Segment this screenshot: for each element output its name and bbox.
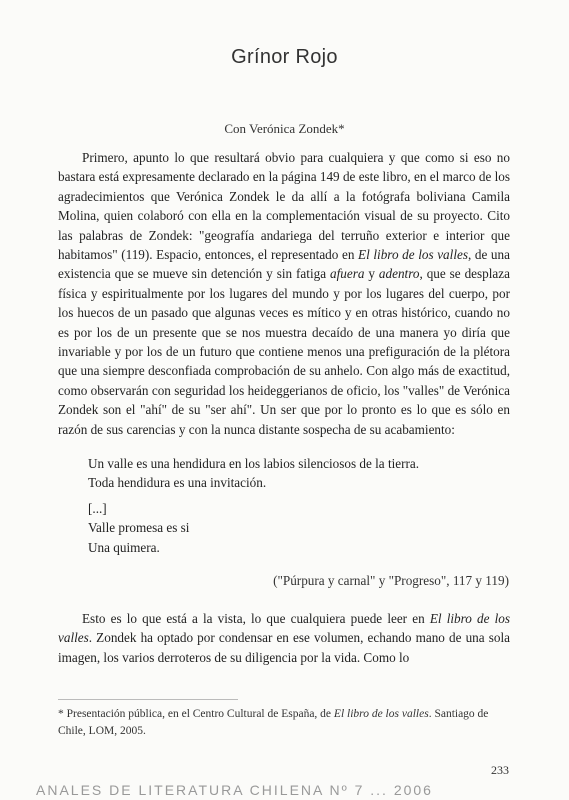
archive-stamp: ANALES DE LITERATURA CHILENA Nº 7 ... 2006 — [36, 782, 433, 798]
page-number: 233 — [491, 763, 509, 777]
poem-quote — [88, 454, 508, 557]
paragraph-text: , que se desplaza física y espiritualmente por los lugares del mundo y por los lugares del cuerpo, por los huecos de un pasado que algunas veces es mítico y en otras histórico, cuando no es por los de un presente que se nos muestra decaído de una manera yo diría que invariable y por los de un futuro que contiene menos una prefiguración de la plétora que una siempre desconfiada comprobación de su anhelo. Con algo más de exactitud, como observarán con seguridad los heideggerianos de oficio, los "valles" de Verónica Zondek son el "ahí" de su "ser ahí". Un ser que por lo pronto es lo que es sólo en razón de sus carencias y con la nunca distante sospecha de su acabamiento: — [58, 266, 510, 437]
book-title-italic: El libro de los valles — [358, 247, 468, 263]
poem-line: Valle promesa es si — [88, 520, 190, 536]
footnote — [58, 706, 510, 740]
second-paragraph — [58, 609, 510, 667]
footnote-text: * Presentación pública, en el Centro Cultural de España, de — [58, 708, 334, 720]
main-paragraph — [58, 148, 510, 439]
paragraph-text: y — [364, 266, 379, 282]
poem-citation: ("Púrpura y carnal" y "Progreso", 117 y 119) — [273, 573, 509, 588]
poem-ellipsis: [...] — [88, 500, 107, 516]
book-title-italic: El libro de los valles — [58, 611, 510, 646]
book-title-italic: El libro de los valles — [333, 708, 429, 720]
poem-line: Un valle es una hendidura en los labios silenciosos de la tierra. — [88, 456, 420, 471]
poem-line: Toda hendidura es una invitación. — [88, 475, 267, 491]
author-heading: Grínor Rojo — [231, 46, 338, 68]
poem-line: Una quimera. — [88, 539, 160, 555]
emphasis-italic: afuera — [330, 266, 365, 282]
footnote-divider — [58, 699, 238, 700]
paragraph-text: , de una existencia que se mueve sin detención y sin fatiga — [58, 247, 510, 282]
footnote-text: . Santiago de Chile, LOM, 2005. — [58, 708, 489, 737]
paragraph-text: Esto es lo que está a la vista, lo que cualquiera puede leer en — [82, 611, 430, 626]
emphasis-italic: adentro — [378, 266, 420, 282]
subtitle-heading: Con Verónica Zondek* — [224, 121, 345, 136]
paragraph-text: . Zondek ha optado por condensar en ese volumen, echando mano de una sola imagen, los varios derroteros de su diligencia por la vida. Como lo — [58, 630, 510, 665]
paragraph-text: Primero, apunto lo que resultará obvio para cualquiera y que como si eso no bastara está expresamente declarado en la página 149 de este libro, en el marco de los agradecimientos que Verónica Zondek le da allí a la fotógrafa boliviana Camila Molina, quien colaboró con ella en la complementación visual de su proyecto. Cito las palabras de Zondek: "geografía andariega del terruño exterior e interior que habitamos" (119). Espacio, entonces, el representado en — [58, 150, 510, 263]
